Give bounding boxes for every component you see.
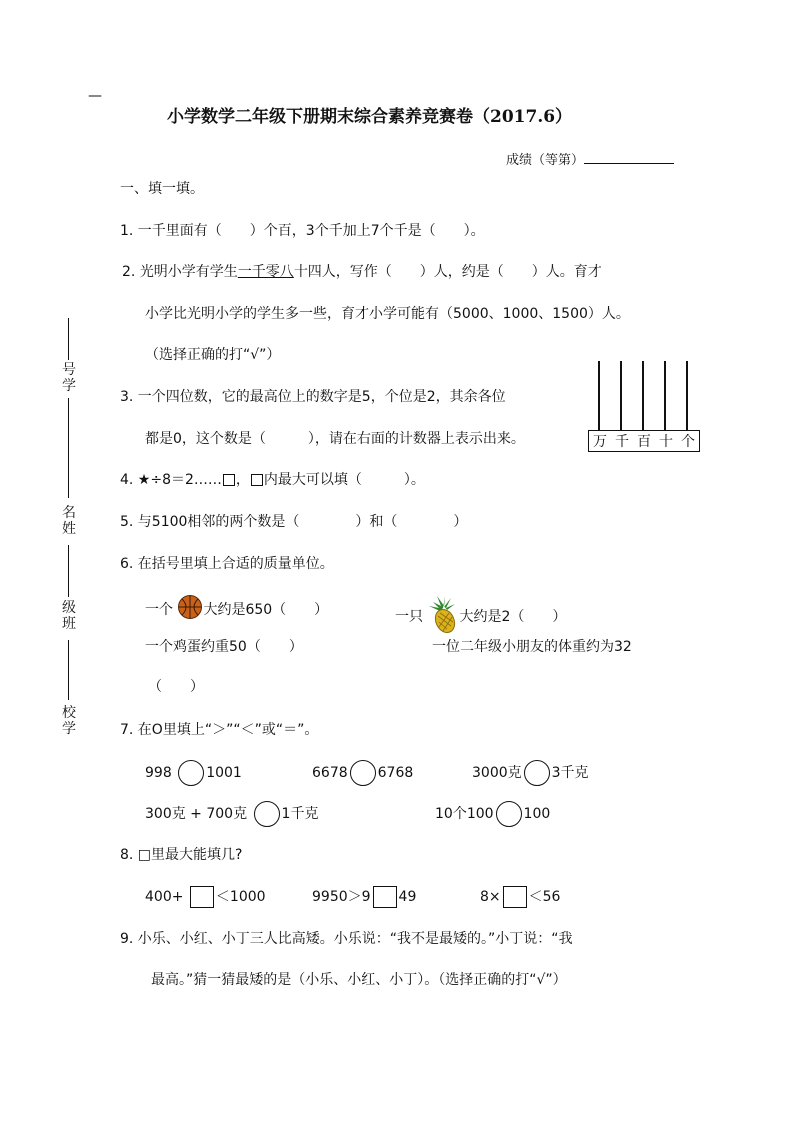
answer-box[interactable] [503, 886, 527, 908]
question-2-line-1: 2. 光明小学有学生一千零八十四人，写作（ ）人，约是（ ）人。育才 [122, 264, 602, 280]
question-2-line-2: 小学比光明小学的学生多一些，育才小学可能有（5000、1000、1500）人。 [145, 306, 630, 322]
underlined-number: 一千零八 [237, 264, 294, 280]
fill-b: 9950＞9 49 [312, 885, 416, 909]
abacus-label: 百 [637, 434, 651, 450]
abacus-label: 万 [593, 434, 607, 450]
compare-circle[interactable] [524, 760, 550, 786]
grade-blank[interactable] [584, 149, 674, 164]
abacus-rod [598, 361, 600, 431]
compare-circle[interactable] [254, 801, 280, 827]
answer-box[interactable] [223, 474, 235, 486]
abacus-label: 个 [681, 434, 695, 450]
compare-b: 6678 6768 [312, 760, 413, 786]
abacus-label: 十 [659, 434, 673, 450]
basketball-icon [177, 594, 203, 626]
question-6-line-1: 6. 在括号里填上合适的质量单位。 [120, 556, 334, 572]
abacus-rod [620, 361, 622, 431]
abacus-label: 千 [615, 434, 629, 450]
pineapple-icon [427, 594, 459, 640]
question-6-pineapple: 一只 大约是2（ ） [395, 594, 566, 640]
compare-circle[interactable] [350, 760, 376, 786]
compare-a: 998 1001 [145, 760, 242, 786]
compare-e: 10个100 100 [435, 801, 550, 827]
fill-c: 8× ＜56 [480, 885, 560, 909]
compare-d: 300克 + 700克 1千克 [145, 801, 318, 827]
abacus-rod [642, 361, 644, 431]
fill-a: 400+ ＜1000 [145, 885, 266, 909]
question-3-line-2: 都是0，这个数是（ ），请在右面的计数器上表示出来。 [145, 431, 525, 447]
compare-circle[interactable] [178, 760, 204, 786]
header-mark: — [88, 88, 102, 104]
side-label-class: 级班 [62, 600, 76, 632]
question-4: 4. ★÷8＝2…… ， 内最大可以填（ ）。 [120, 472, 425, 488]
question-3-line-1: 3. 一个四位数，它的最高位上的数字是5，个位是2，其余各位 [120, 389, 506, 405]
question-7-line-1: 7. 在O里填上“＞”“＜”或“＝”。 [120, 722, 319, 738]
question-5: 5. 与5100相邻的两个数是（ ）和（ ） [120, 514, 468, 530]
binding-line-1 [68, 318, 69, 360]
question-1: 1. 一千里面有（ ）个百，3个千加上7个千是（ ）。 [120, 223, 485, 239]
question-6-basketball: 一个 大约是650（ ） [145, 594, 328, 626]
question-9-line-1: 9. 小乐、小红、小丁三人比高矮。小乐说：“我不是最矮的。”小丁说：“我 [120, 931, 573, 947]
abacus-rod [686, 361, 688, 431]
compare-circle[interactable] [496, 801, 522, 827]
abacus-rod [664, 361, 666, 431]
side-label-name: 名姓 [62, 505, 76, 537]
question-6-child: 一位二年级小朋友的体重约为32 [432, 639, 632, 655]
grade-field[interactable] [506, 149, 674, 171]
question-9-line-2: 最高。”猜一猜最矮的是（小乐、小红、小丁）。（选择正确的打“√”） [151, 972, 567, 988]
section-heading: 一、填一填。 [120, 181, 204, 197]
compare-c: 3000克 3千克 [472, 760, 589, 786]
question-6-egg: 一个鸡蛋约重50（ ） [145, 639, 303, 655]
binding-line-3 [68, 545, 69, 597]
page-title: 小学数学二年级下册期末综合素养竞赛卷（2017.6） [167, 107, 573, 127]
answer-box[interactable] [373, 886, 397, 908]
answer-box[interactable] [251, 474, 263, 486]
binding-line-4 [68, 640, 69, 700]
answer-box[interactable] [190, 886, 214, 908]
grade-label: 成绩（等第） [506, 153, 585, 168]
abacus-base [588, 430, 700, 452]
side-label-school: 校学 [62, 705, 76, 737]
binding-line-2 [68, 398, 69, 498]
question-6-child-blank: （ ） [148, 679, 204, 695]
side-label-student-no: 号学 [62, 362, 76, 394]
question-2-line-3: （选择正确的打“√”） [145, 347, 281, 363]
question-8-line-1: 8. □里最大能填几? [120, 847, 243, 863]
